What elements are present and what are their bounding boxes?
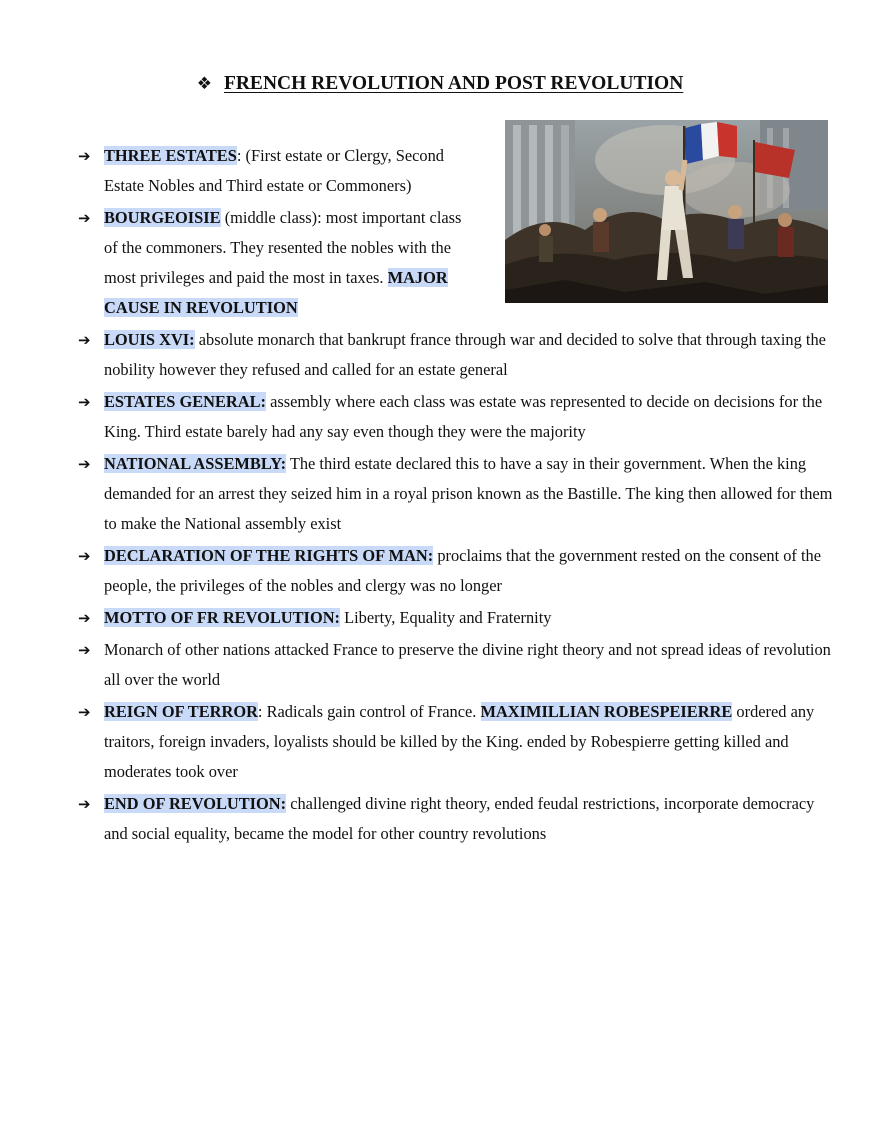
list-item-louis-xvi [78,325,838,385]
arrow-bullet-icon: ➔ [78,795,91,813]
list-item-motto [78,603,838,633]
item-text: ordered any traitors, foreign invaders, loyalists should be killed by the King. ended by Robespierre getting killed and moderates took over [104,702,815,781]
item-text: (middle class): most important class of the commoners. They resented the nobles with the most privileges and paid the most in taxes. [104,208,462,287]
arrow-bullet-icon: ➔ [78,209,91,227]
list-item-three-estates [78,141,476,201]
item-text: challenged divine right theory, ended feudal restrictions, incorporate democracy and social equality, became the model for other country revolutions [104,794,815,843]
item-text: Liberty, Equality and Fraternity [339,608,552,627]
list-item-bourgeoisie [78,203,476,323]
arrow-bullet-icon: ➔ [78,609,91,627]
list-item-reign-of-terror [78,697,838,787]
highlighted-term: THREE ESTATES [104,146,237,165]
diamond-bullet-icon: ❖ [196,74,212,93]
highlighted-term: END OF REVOLUTION: [104,794,287,813]
highlighted-term: BOURGEOISIE [104,208,221,227]
page-title-text: FRENCH REVOLUTION AND POST REVOLUTION [223,73,684,94]
highlighted-term: REIGN OF TERROR [104,702,258,721]
item-text: assembly where each class was estate was represented to decide on decisions for the King. Third estate barely had any say even though they were the majority [104,392,823,441]
arrow-bullet-icon: ➔ [78,455,91,473]
notes-list [78,141,838,851]
highlighted-term: LOUIS XVI: [104,330,195,349]
arrow-bullet-icon: ➔ [78,331,91,349]
item-text: Monarch of other nations attacked France to preserve the divine right theory and not spread ideas of revolution all over the world [104,640,831,689]
arrow-bullet-icon: ➔ [78,547,91,565]
item-text: : Radicals gain control of France. [257,702,481,721]
highlighted-term: MAXIMILLIAN ROBESPEIERRE [480,702,733,721]
list-item-national-assembly [78,449,838,539]
list-item-end-of-revolution [78,789,838,849]
item-text: absolute monarch that bankrupt france through war and decided to solve that through taxing the nobility however they refused and called for an estate general [104,330,826,379]
item-text: : (First estate or Clergy, Second Estate Nobles and Third estate or Commoners) [104,146,444,195]
item-text: The third estate declared this to have a say in their government. When the king demanded for an arrest they seized him in a royal prison known as the Bastille. The king then allowed for them to make the National assembly exist [104,454,833,533]
highlighted-term: DECLARATION OF THE RIGHTS OF MAN: [104,546,434,565]
list-item-declaration-rights-of-man [78,541,838,601]
arrow-bullet-icon: ➔ [78,703,91,721]
page-title [0,72,880,96]
list-item-estates-general [78,387,838,447]
highlighted-term: ESTATES GENERAL: [104,392,266,411]
arrow-bullet-icon: ➔ [78,147,91,165]
list-item-monarchs-attack [78,635,838,695]
highlighted-term: MAJOR CAUSE IN REVOLUTION [104,268,448,317]
highlighted-term: NATIONAL ASSEMBLY: [104,454,287,473]
arrow-bullet-icon: ➔ [78,393,91,411]
item-text: proclaims that the government rested on the consent of the people, the privileges of the nobles and clergy was no longer [104,546,822,595]
highlighted-term: MOTTO OF FR REVOLUTION: [104,608,340,627]
arrow-bullet-icon: ➔ [78,641,91,659]
